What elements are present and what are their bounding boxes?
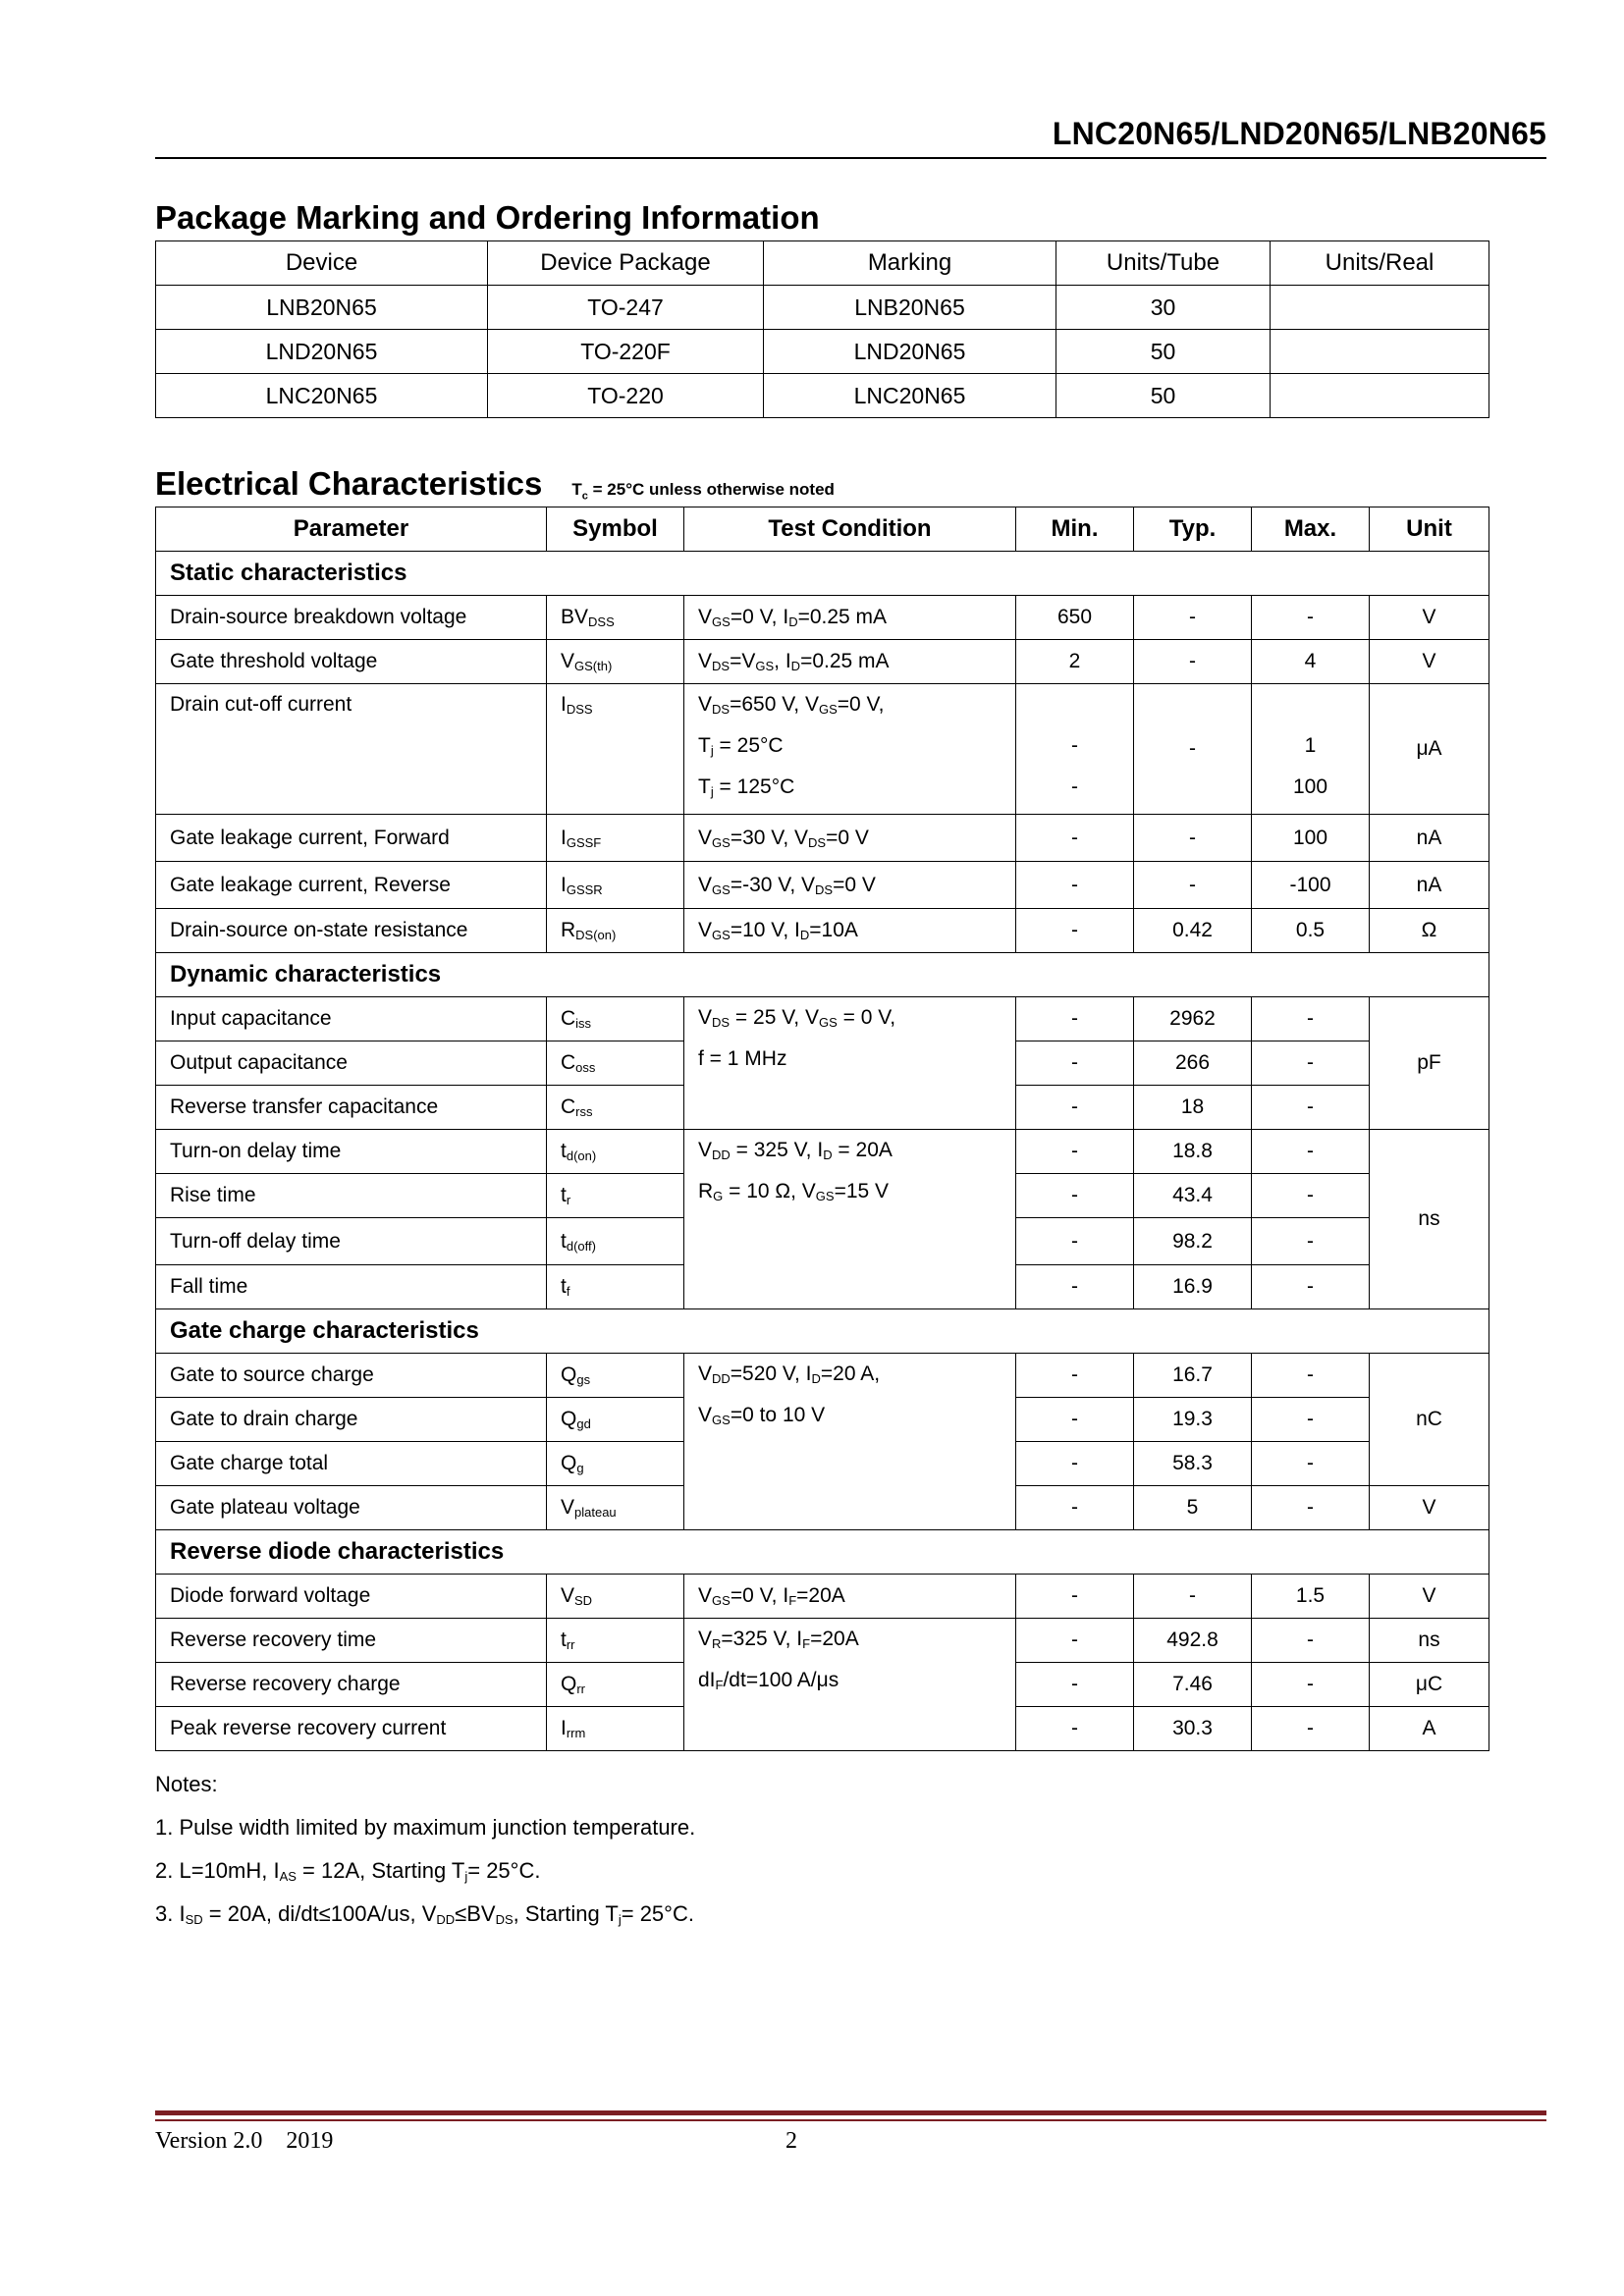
typ-cell: 266 <box>1134 1041 1252 1086</box>
test-condition-cell: $V_{DD} = 325$ V, $I_D = 20A$ $R_G = 10$ Ω, $V_{GS}=15$ V <box>684 1130 1016 1309</box>
unit-cell: nA <box>1370 815 1489 862</box>
min-cell: - <box>1016 1707 1134 1751</box>
max-cell: - <box>1252 1130 1370 1174</box>
column-header: Max. <box>1252 507 1370 552</box>
section-row <box>156 1309 1489 1354</box>
parameter-cell: Gate plateau voltage <box>156 1486 547 1530</box>
symbol-cell: $t_{d(on)}$ <box>547 1130 684 1174</box>
test-condition-cell: $V_{DS} = 25$ V, $V_{GS} = 0$ V, f = 1 MHz <box>684 997 1016 1130</box>
parameter-cell: Fall time <box>156 1265 547 1309</box>
table-row <box>156 286 1489 330</box>
section-row <box>156 1530 1489 1575</box>
typ-cell: 98.2 <box>1134 1218 1252 1265</box>
table-cell <box>1271 286 1489 330</box>
unit-cell: nA <box>1370 862 1489 909</box>
section-heading: Dynamic characteristics <box>156 953 1489 997</box>
table-row <box>156 909 1489 953</box>
document-title: LNC20N65/LND20N65/LNB20N65 <box>1052 116 1546 151</box>
min-cell: - <box>1016 1174 1134 1218</box>
max-cell: -100 <box>1252 862 1370 909</box>
symbol-cell: $t_f$ <box>547 1265 684 1309</box>
min-cell: - <box>1016 862 1134 909</box>
table-cell: 50 <box>1056 330 1271 374</box>
typ-cell: 18 <box>1134 1086 1252 1130</box>
min-cell: - <box>1016 815 1134 862</box>
unit-cell: V <box>1370 596 1489 640</box>
max-cell: 1 100 <box>1252 684 1370 815</box>
table-header-row <box>156 241 1489 286</box>
typ-cell: - <box>1134 862 1252 909</box>
table-cell: TO-220F <box>488 330 764 374</box>
table-cell: LNB20N65 <box>156 286 488 330</box>
symbol-cell: $C_{rss}$ <box>547 1086 684 1130</box>
symbol-cell: $t_{d(off)}$ <box>547 1218 684 1265</box>
symbol-cell: $BV_{DSS}$ <box>547 596 684 640</box>
unit-cell: Ω <box>1370 909 1489 953</box>
typ-cell: 16.7 <box>1134 1354 1252 1398</box>
max-cell: - <box>1252 1086 1370 1130</box>
symbol-cell: $C_{iss}$ <box>547 997 684 1041</box>
table-cell <box>1271 330 1489 374</box>
symbol-cell: $V_{SD}$ <box>547 1575 684 1619</box>
column-header: Symbol <box>547 507 684 552</box>
test-condition-cell: $V_{DS}=650$ V, $V_{GS}=0$ V, $T_j = 25^\circ C$ $T_j = 125^\circ C$ <box>684 684 1016 815</box>
max-cell: - <box>1252 1354 1370 1398</box>
typ-cell: 58.3 <box>1134 1442 1252 1486</box>
column-header: Test Condition <box>684 507 1016 552</box>
parameter-cell: Input capacitance <box>156 997 547 1041</box>
unit-cell: ns <box>1370 1130 1489 1309</box>
column-header: Units/Real <box>1271 241 1489 286</box>
section-heading: Gate charge characteristics <box>156 1309 1489 1354</box>
typ-cell: - <box>1134 815 1252 862</box>
parameter-cell: Gate leakage current, Reverse <box>156 862 547 909</box>
typ-cell: 16.9 <box>1134 1265 1252 1309</box>
table-row <box>156 374 1489 418</box>
unit-cell: ns <box>1370 1619 1489 1663</box>
column-header: Min. <box>1016 507 1134 552</box>
symbol-cell: $I_{GSSF}$ <box>547 815 684 862</box>
parameter-cell: Gate leakage current, Forward <box>156 815 547 862</box>
max-cell: - <box>1252 997 1370 1041</box>
min-cell: - <box>1016 1086 1134 1130</box>
table-row <box>156 684 1489 815</box>
unit-cell: V <box>1370 1575 1489 1619</box>
footer-divider-thin <box>155 2119 1546 2121</box>
max-cell: - <box>1252 1619 1370 1663</box>
typ-cell: 2962 <box>1134 997 1252 1041</box>
max-cell: - <box>1252 1486 1370 1530</box>
table-row <box>156 640 1489 684</box>
note-1: 1. Pulse width limited by maximum junction temperature. <box>155 1815 696 1840</box>
min-cell: - <box>1016 1442 1134 1486</box>
unit-cell: pF <box>1370 997 1489 1130</box>
section-heading: Reverse diode characteristics <box>156 1530 1489 1575</box>
max-cell: 1.5 <box>1252 1575 1370 1619</box>
typ-cell: - <box>1134 640 1252 684</box>
column-header: Device <box>156 241 488 286</box>
test-condition-cell: $V_{GS}=0$ V, $I_F=20A$ <box>684 1575 1016 1619</box>
parameter-cell: Peak reverse recovery current <box>156 1707 547 1751</box>
column-header: Marking <box>764 241 1056 286</box>
unit-cell: V <box>1370 640 1489 684</box>
parameter-cell: Gate threshold voltage <box>156 640 547 684</box>
test-condition-cell: $V_R=325$ V, $I_F=20A$ $dI_F/dt=100$ A/μs <box>684 1619 1016 1751</box>
table-header-row <box>156 507 1489 552</box>
table-cell: TO-220 <box>488 374 764 418</box>
max-cell: 0.5 <box>1252 909 1370 953</box>
table-cell: 50 <box>1056 374 1271 418</box>
parameter-cell: Turn-on delay time <box>156 1130 547 1174</box>
typ-cell: - <box>1134 1575 1252 1619</box>
symbol-cell: $Q_{rr}$ <box>547 1663 684 1707</box>
max-cell: - <box>1252 1398 1370 1442</box>
section-heading: Static characteristics <box>156 552 1489 596</box>
max-cell: 100 <box>1252 815 1370 862</box>
parameter-cell: Drain-source on-state resistance <box>156 909 547 953</box>
min-cell: - <box>1016 1575 1134 1619</box>
min-cell: - <box>1016 1041 1134 1086</box>
min-cell: - <box>1016 1265 1134 1309</box>
table-cell: LNB20N65 <box>764 286 1056 330</box>
test-condition-cell: $V_{GS}=30$ V, $V_{DS}=0$ V <box>684 815 1016 862</box>
notes-block <box>155 1763 695 1936</box>
max-cell: - <box>1252 1442 1370 1486</box>
column-header: Units/Tube <box>1056 241 1271 286</box>
max-cell: - <box>1252 1707 1370 1751</box>
max-cell: - <box>1252 1174 1370 1218</box>
max-cell: - <box>1252 1041 1370 1086</box>
parameter-cell: Drain-source breakdown voltage <box>156 596 547 640</box>
symbol-cell: $I_{GSSR}$ <box>547 862 684 909</box>
parameter-cell: Drain cut-off current <box>156 684 547 815</box>
typ-cell: 5 <box>1134 1486 1252 1530</box>
symbol-cell: $V_{GS(th)}$ <box>547 640 684 684</box>
table-row <box>156 1619 1489 1663</box>
table-row <box>156 330 1489 374</box>
parameter-cell: Turn-off delay time <box>156 1218 547 1265</box>
test-condition-cell: $V_{GS}=-30$ V, $V_{DS}=0$ V <box>684 862 1016 909</box>
table-cell: LNC20N65 <box>764 374 1056 418</box>
note-2: 2. L=10mH, $I_{AS} = 12A$, Starting $T_j= 25^\circ C$. <box>155 1858 541 1884</box>
column-header: Device Package <box>488 241 764 286</box>
min-cell: - <box>1016 909 1134 953</box>
min-cell: - <box>1016 1663 1134 1707</box>
table-cell: LND20N65 <box>156 330 488 374</box>
min-cell: - <box>1016 1130 1134 1174</box>
min-cell: - <box>1016 1218 1134 1265</box>
symbol-cell: $I_{rrm}$ <box>547 1707 684 1751</box>
test-condition-cell: $V_{DD}=520$ V, $I_D=20$ A, $V_{GS}=0$ to 10 V <box>684 1354 1016 1530</box>
table-cell: LND20N65 <box>764 330 1056 374</box>
section-row <box>156 552 1489 596</box>
table-row <box>156 862 1489 909</box>
typ-cell: 19.3 <box>1134 1398 1252 1442</box>
table-row <box>156 596 1489 640</box>
min-cell: - <box>1016 1354 1134 1398</box>
page-number: 2 <box>785 2128 797 2154</box>
symbol-cell: $V_{plateau}$ <box>547 1486 684 1530</box>
min-cell: - <box>1016 1619 1134 1663</box>
symbol-cell: $Q_{gs}$ <box>547 1354 684 1398</box>
min-cell: - <box>1016 1398 1134 1442</box>
max-cell: - <box>1252 1265 1370 1309</box>
electrical-title-text: Electrical Characteristics <box>155 465 543 502</box>
unit-cell: A <box>1370 1707 1489 1751</box>
symbol-cell: $R_{DS(on)}$ <box>547 909 684 953</box>
symbol-cell: $I_{DSS}$ <box>547 684 684 815</box>
max-cell: - <box>1252 1663 1370 1707</box>
table-row <box>156 1130 1489 1174</box>
test-condition-cell: $V_{DS}=V_{GS}$, $I_D=0.25$ mA <box>684 640 1016 684</box>
min-cell: 650 <box>1016 596 1134 640</box>
notes-title: Notes: <box>155 1772 218 1796</box>
test-condition-cell: $V_{GS}=0$ V, $I_D=0.25$ mA <box>684 596 1016 640</box>
note-3: 3. $I_{SD} = 20A$, di/dt≤100A/us, $V_{DD}\le BV_{DS}$, Starting $T_j= 25^\circ C$. <box>155 1901 694 1927</box>
min-cell: - <box>1016 1486 1134 1530</box>
table-cell <box>1271 374 1489 418</box>
table-cell: 30 <box>1056 286 1271 330</box>
min-cell: - <box>1016 997 1134 1041</box>
typ-cell: 30.3 <box>1134 1707 1252 1751</box>
typ-cell: 492.8 <box>1134 1619 1252 1663</box>
table-row <box>156 815 1489 862</box>
parameter-cell: Reverse recovery time <box>156 1619 547 1663</box>
electrical-table <box>155 507 1489 1751</box>
column-header: Typ. <box>1134 507 1252 552</box>
test-condition-cell: $V_{GS}=10$ V, $I_D=10A$ <box>684 909 1016 953</box>
max-cell: - <box>1252 1218 1370 1265</box>
parameter-cell: Gate charge total <box>156 1442 547 1486</box>
symbol-cell: $t_r$ <box>547 1174 684 1218</box>
typ-cell: 0.42 <box>1134 909 1252 953</box>
table-row <box>156 1354 1489 1398</box>
parameter-cell: Gate to drain charge <box>156 1398 547 1442</box>
max-cell: - <box>1252 596 1370 640</box>
min-cell: 2 <box>1016 640 1134 684</box>
package-section-title: Package Marking and Ordering Information <box>155 199 820 236</box>
typ-cell: 7.46 <box>1134 1663 1252 1707</box>
parameter-cell: Output capacitance <box>156 1041 547 1086</box>
section-row <box>156 953 1489 997</box>
symbol-cell: $C_{oss}$ <box>547 1041 684 1086</box>
typ-cell: 43.4 <box>1134 1174 1252 1218</box>
parameter-cell: Gate to source charge <box>156 1354 547 1398</box>
table-cell: LNC20N65 <box>156 374 488 418</box>
min-cell: - - <box>1016 684 1134 815</box>
unit-cell: μA <box>1370 684 1489 815</box>
symbol-cell: $t_{rr}$ <box>547 1619 684 1663</box>
max-cell: 4 <box>1252 640 1370 684</box>
typ-cell: - <box>1134 684 1252 815</box>
temperature-condition-note: $T_c = 25^\circ C$ unless otherwise noted <box>571 480 835 503</box>
table-row <box>156 1575 1489 1619</box>
electrical-section-title <box>155 465 835 503</box>
unit-cell: V <box>1370 1486 1489 1530</box>
column-header: Unit <box>1370 507 1489 552</box>
parameter-cell: Diode forward voltage <box>156 1575 547 1619</box>
column-header: Parameter <box>156 507 547 552</box>
table-cell: TO-247 <box>488 286 764 330</box>
unit-cell: nC <box>1370 1354 1489 1486</box>
typ-cell: 18.8 <box>1134 1130 1252 1174</box>
header-divider <box>155 157 1546 159</box>
parameter-cell: Reverse recovery charge <box>156 1663 547 1707</box>
typ-cell: - <box>1134 596 1252 640</box>
table-row <box>156 997 1489 1041</box>
symbol-cell: $Q_{gd}$ <box>547 1398 684 1442</box>
package-table <box>155 240 1489 418</box>
parameter-cell: Reverse transfer capacitance <box>156 1086 547 1130</box>
parameter-cell: Rise time <box>156 1174 547 1218</box>
symbol-cell: $Q_g$ <box>547 1442 684 1486</box>
footer-version: Version 2.0 2019 <box>155 2128 334 2154</box>
footer-divider-thick <box>155 2110 1546 2115</box>
unit-cell: μC <box>1370 1663 1489 1707</box>
